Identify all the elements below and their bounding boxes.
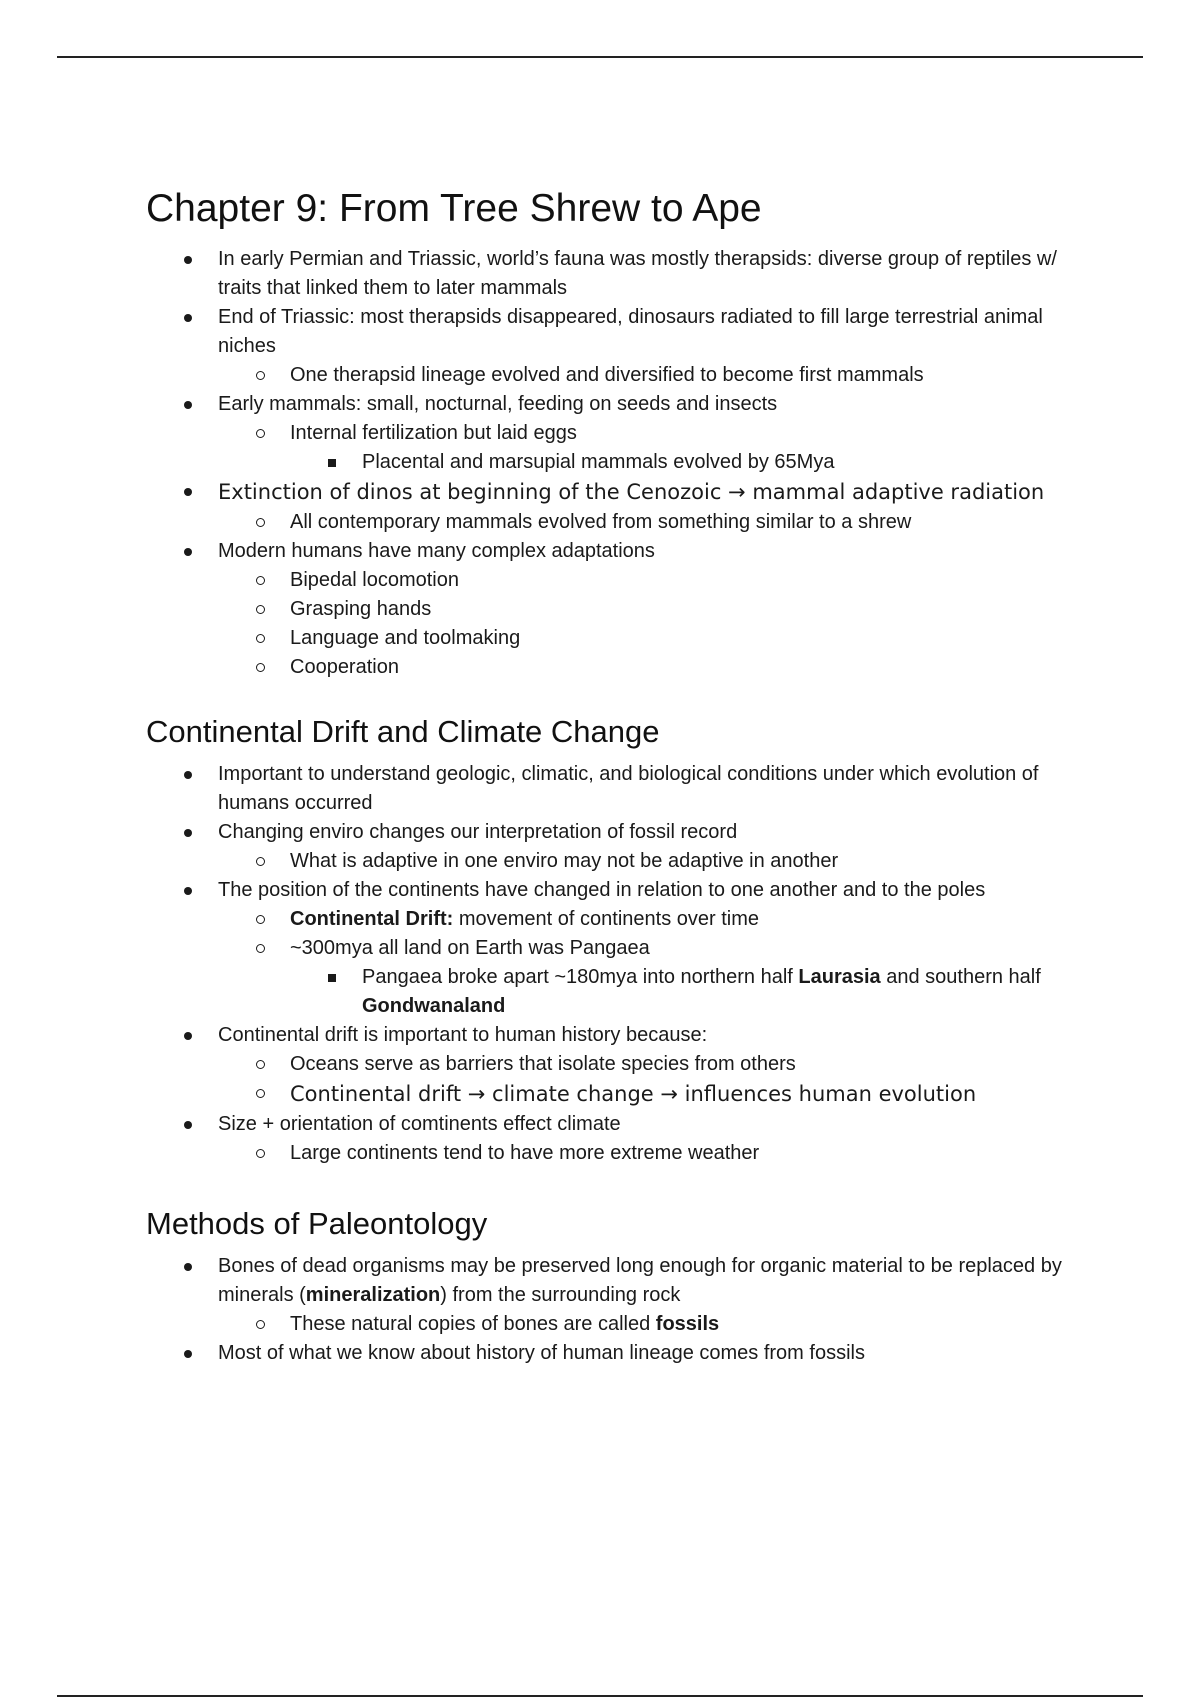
- list-item: All contemporary mammals evolved from something similar to a shrew: [146, 508, 1086, 537]
- section-heading: Continental Drift and Climate Change: [146, 714, 660, 749]
- bullet-icon: [184, 548, 192, 556]
- chapter-title: Chapter 9: From Tree Shrew to Ape: [146, 187, 762, 230]
- ring-bullet-icon: [256, 518, 265, 527]
- bullet-icon: [184, 488, 192, 496]
- square-bullet-icon: [328, 459, 336, 467]
- list-item: Early mammals: small, nocturnal, feeding on seeds and insects: [146, 390, 1086, 419]
- list-item: These natural copies of bones are called fossils: [146, 1310, 1086, 1339]
- ring-bullet-icon: [256, 371, 265, 380]
- ring-bullet-icon: [256, 857, 265, 866]
- term-bold: fossils: [655, 1313, 720, 1335]
- ring-bullet-icon: [256, 605, 265, 614]
- term-bold: Gondwanaland: [362, 995, 506, 1017]
- section-heading: Methods of Paleontology: [146, 1206, 488, 1241]
- list-item: Continental drift is important to human history because:: [146, 1021, 1086, 1050]
- square-bullet-icon: [328, 974, 336, 982]
- ring-bullet-icon: [256, 1320, 265, 1329]
- bullet-icon: [184, 1263, 192, 1271]
- list-item: Important to understand geologic, climatic, and biological conditions under which evolution of humans occurred: [146, 760, 1086, 818]
- bullet-icon: [184, 401, 192, 409]
- document-body: [146, 183, 1086, 1368]
- list-item: One therapsid lineage evolved and diversified to become first mammals: [146, 361, 1086, 390]
- section3-list: [146, 1252, 1086, 1368]
- term-bold: Laurasia: [798, 966, 881, 988]
- ring-bullet-icon: [256, 663, 265, 672]
- bullet-icon: [184, 887, 192, 895]
- list-item: Continental drift → climate change → influences human evolution: [146, 1079, 1086, 1110]
- list-item: The position of the continents have changed in relation to one another and to the poles: [146, 876, 1086, 905]
- bullet-icon: [184, 771, 192, 779]
- bottom-rule: [57, 1695, 1143, 1697]
- list-item: Bones of dead organisms may be preserved long enough for organic material to be replaced by minerals (mineralization) from the surrounding rock: [146, 1252, 1086, 1310]
- list-item: Bipedal locomotion: [146, 566, 1086, 595]
- ring-bullet-icon: [256, 576, 265, 585]
- ring-bullet-icon: [256, 1149, 265, 1158]
- bullet-icon: [184, 314, 192, 322]
- top-rule: [57, 56, 1143, 58]
- list-item: Large continents tend to have more extreme weather: [146, 1139, 1086, 1168]
- list-item: Language and toolmaking: [146, 624, 1086, 653]
- ring-bullet-icon: [256, 1089, 265, 1098]
- list-item: What is adaptive in one enviro may not be adaptive in another: [146, 847, 1086, 876]
- term-bold: mineralization: [305, 1284, 441, 1306]
- list-item: In early Permian and Triassic, world’s fauna was mostly therapsids: diverse group of reptiles w/ traits that linked them to later mammals: [146, 245, 1086, 303]
- ring-bullet-icon: [256, 429, 265, 438]
- bullet-icon: [184, 1121, 192, 1129]
- bullet-icon: [184, 1032, 192, 1040]
- list-item: ~300mya all land on Earth was Pangaea: [146, 934, 1086, 963]
- list-item: End of Triassic: most therapsids disappeared, dinosaurs radiated to fill large terrestrial animal niches: [146, 303, 1086, 361]
- list-item: Most of what we know about history of human lineage comes from fossils: [146, 1339, 1086, 1368]
- list-item: Oceans serve as barriers that isolate species from others: [146, 1050, 1086, 1079]
- list-item: Modern humans have many complex adaptations: [146, 537, 1086, 566]
- list-item: Internal fertilization but laid eggs: [146, 419, 1086, 448]
- section2-list: [146, 760, 1086, 1168]
- bullet-icon: [184, 256, 192, 264]
- list-item: Changing enviro changes our interpretation of fossil record: [146, 818, 1086, 847]
- list-item: Placental and marsupial mammals evolved by 65Mya: [146, 448, 1086, 477]
- list-item: Size + orientation of comtinents effect climate: [146, 1110, 1086, 1139]
- ring-bullet-icon: [256, 1060, 265, 1069]
- list-item: Continental Drift: movement of continents over time: [146, 905, 1086, 934]
- ring-bullet-icon: [256, 915, 265, 924]
- list-item: Cooperation: [146, 653, 1086, 682]
- ring-bullet-icon: [256, 634, 265, 643]
- section1-list: [146, 245, 1086, 682]
- list-item: Grasping hands: [146, 595, 1086, 624]
- bullet-icon: [184, 1350, 192, 1358]
- ring-bullet-icon: [256, 944, 265, 953]
- bullet-icon: [184, 829, 192, 837]
- list-item: Pangaea broke apart ~180mya into northern half Laurasia and southern half Gondwanaland: [146, 963, 1086, 1021]
- term-bold: Continental Drift:: [290, 908, 454, 930]
- list-item: Extinction of dinos at beginning of the Cenozoic → mammal adaptive radiation: [146, 477, 1086, 508]
